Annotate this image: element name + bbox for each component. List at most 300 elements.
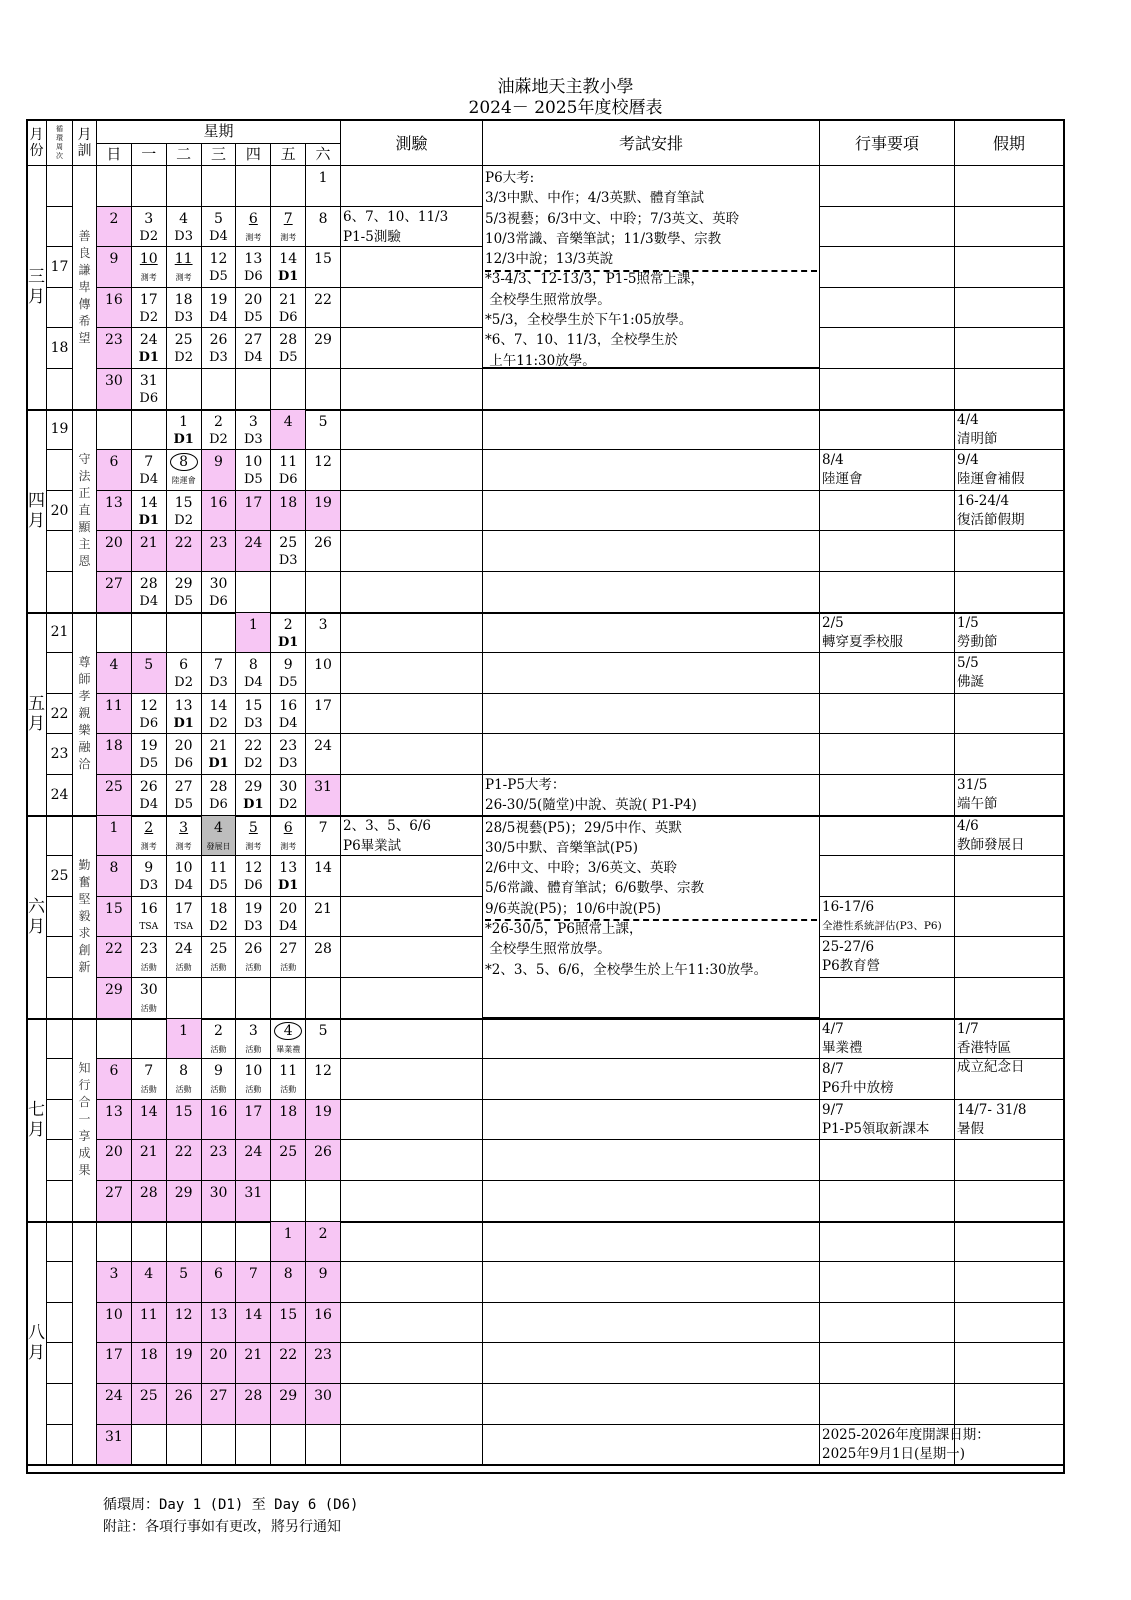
day-number: 3: [144, 210, 154, 227]
day-number: 14: [139, 494, 158, 511]
exam-text: P1-P5大考： 26-30/5(隨堂)中說、英說( P1-P4): [485, 777, 697, 813]
day-number: 30: [279, 779, 298, 795]
day-number: 18: [279, 1103, 298, 1120]
day-number: 16: [209, 1103, 228, 1120]
day-cell: [202, 1140, 237, 1181]
day-cell: [132, 1425, 167, 1466]
day-number: 28: [209, 779, 228, 795]
cycle-day-label: D4: [139, 594, 159, 609]
month-name-cell: [27, 410, 47, 613]
test-cell: [341, 1343, 483, 1384]
cycle-week-cell: [47, 897, 73, 938]
exam-cell: [483, 775, 820, 816]
header-motto-label: 月訓: [77, 126, 92, 159]
cycle-day-label: D2: [209, 918, 228, 934]
day-cell: [97, 1181, 132, 1222]
day-number: 19: [314, 494, 332, 511]
holiday-cell: [955, 1425, 1064, 1466]
event-cell: [820, 1262, 955, 1303]
day-cell: [306, 1425, 341, 1466]
event-cell: [820, 978, 955, 1019]
holiday-cell: [955, 1343, 1064, 1384]
cycle-day-label: D1: [243, 797, 264, 812]
day-cell: [97, 410, 132, 451]
day-cell: [306, 166, 341, 207]
day-activity-tag: 測考: [280, 841, 297, 851]
event-text: 9/7 P1-P5領取新課本: [822, 1101, 930, 1137]
cycle-week-cell: [47, 1181, 73, 1222]
day-cell: [306, 450, 341, 491]
day-cell: [97, 1262, 132, 1303]
day-cell: [306, 978, 341, 1019]
day-cell: [236, 694, 271, 735]
day-cell: [236, 1425, 271, 1466]
day-number: 28: [314, 941, 332, 958]
day-cell: [97, 1019, 132, 1060]
event-cell: [820, 1303, 955, 1344]
day-cell: [202, 978, 237, 1019]
day-cell: [306, 734, 341, 775]
day-cell: [97, 856, 132, 897]
day-cell: [271, 856, 306, 897]
day-cell: [202, 328, 237, 369]
day-number: 26: [174, 1388, 193, 1404]
day-cell: [306, 1100, 341, 1141]
day-cell: [132, 775, 167, 816]
day-number: 12: [139, 697, 158, 714]
test-cell: [341, 978, 483, 1019]
cycle-week-cell: [47, 978, 73, 1019]
day-cell: [306, 897, 341, 938]
day-activity-tag: TSA: [139, 921, 159, 932]
cycle-week-cell: 19: [47, 410, 73, 451]
exam-cell: [483, 613, 820, 654]
cycle-day-label: D3: [243, 715, 263, 731]
event-cell: [820, 613, 955, 654]
day-cell: [132, 1262, 167, 1303]
cycle-day-label: D1: [278, 634, 299, 650]
day-cell: [202, 491, 237, 532]
day-number: 22: [174, 535, 193, 552]
day-activity-tag: 測考: [245, 841, 262, 851]
test-cell: [341, 288, 483, 329]
event-cell: [820, 1222, 955, 1263]
day-cell: [236, 1262, 271, 1303]
cycle-day-label: D5: [243, 309, 263, 325]
cycle-day-label: D2: [174, 512, 193, 528]
holiday-cell: [955, 1181, 1064, 1222]
day-cell: [306, 572, 341, 613]
day-activity-tag: 活動: [210, 1085, 227, 1095]
day-number: 27: [209, 1388, 228, 1404]
day-number: 6: [248, 210, 258, 227]
header-holiday-label: 假期: [992, 134, 1025, 153]
event-text: 2/5 轉穿夏季校服: [822, 614, 903, 650]
day-number: 5: [318, 413, 328, 430]
day-cell: [167, 978, 202, 1019]
day-cell: [271, 410, 306, 451]
day-number: 5: [318, 1022, 328, 1039]
day-number: 10: [105, 1306, 123, 1323]
holiday-cell: [955, 775, 1064, 816]
day-cell: [132, 410, 167, 451]
cycle-week-cell: [47, 1384, 73, 1425]
cycle-day-label: D2: [209, 431, 228, 447]
day-number: 8: [248, 657, 258, 674]
day-cell: [236, 369, 271, 410]
day-cell: [271, 572, 306, 613]
event-cell: [820, 1100, 955, 1141]
day-number: 11: [105, 697, 123, 714]
cycle-day-label: D3: [243, 431, 263, 447]
day-cell: [167, 734, 202, 775]
holiday-cell: [955, 734, 1064, 775]
holiday-cell: [955, 247, 1064, 288]
day-cell: [202, 450, 237, 491]
event-cell: [820, 166, 955, 207]
day-cell: [202, 1222, 237, 1263]
header-test: [341, 120, 483, 166]
day-number: 20: [174, 738, 193, 755]
header-events-label: 行事要項: [854, 134, 919, 153]
day-number: 20: [244, 291, 263, 308]
day-cell: [202, 572, 237, 613]
day-number: 13: [209, 1306, 228, 1323]
day-activity-tag: 活動: [245, 1085, 262, 1095]
day-number: 4: [214, 819, 223, 836]
day-cell: [202, 937, 237, 978]
day-cell: [306, 937, 341, 978]
day-number: 10: [139, 251, 158, 268]
day-cell: [306, 1059, 341, 1100]
day-number: 28: [139, 1185, 158, 1201]
day-cell: [236, 1059, 271, 1100]
cycle-day-label: D5: [174, 797, 193, 812]
day-cell: [202, 531, 237, 572]
day-number: 11: [139, 1306, 158, 1323]
day-cell: [202, 410, 237, 451]
holiday-text: 4/4 清明節: [957, 411, 998, 447]
day-cell: [167, 1059, 202, 1100]
day-number: 12: [209, 251, 228, 268]
holiday-text: 31/5 端午節: [957, 777, 998, 812]
day-number: 14: [244, 1306, 263, 1323]
cycle-week-cell: [47, 937, 73, 978]
test-cell: [341, 694, 483, 735]
day-cell: [97, 166, 132, 207]
event-text: 8/7 P6升中放榜: [822, 1061, 894, 1097]
day-cell: [271, 531, 306, 572]
day-number: 2: [214, 1022, 223, 1039]
day-number: 6: [283, 819, 293, 836]
holiday-cell: [955, 369, 1064, 410]
test-cell: [341, 328, 483, 369]
day-cell: [132, 1140, 167, 1181]
cycle-day-label: D5: [278, 350, 298, 366]
cycle-week-cell: 18: [47, 328, 73, 369]
day-number: 25: [174, 332, 193, 349]
exam-cell: [483, 572, 820, 613]
day-cell: [132, 978, 167, 1019]
event-cell: [820, 734, 955, 775]
day-cell: [202, 734, 237, 775]
cycle-week-cell: [47, 1425, 73, 1466]
holiday-cell: [955, 1100, 1064, 1141]
test-cell: [341, 491, 483, 532]
test-cell: [341, 410, 483, 451]
day-cell: [306, 247, 341, 288]
cycle-week-cell: [47, 531, 73, 572]
day-cell: [167, 1100, 202, 1141]
event-text: 8/4 陸運會: [822, 452, 863, 488]
day-number: 26: [314, 1144, 332, 1161]
day-number: 10: [174, 860, 193, 877]
exam-cell: [483, 653, 820, 694]
cycle-week-cell: [47, 207, 73, 248]
day-number: 2: [144, 819, 154, 836]
day-cell: [202, 897, 237, 938]
cycle-week-cell: [47, 1140, 73, 1181]
day-number: 30: [209, 576, 228, 592]
day-activity-tag: 活動: [280, 963, 297, 973]
day-number: 10: [314, 657, 332, 674]
day-number: 3: [248, 1022, 258, 1039]
day-cell: [167, 856, 202, 897]
day-number: 30: [209, 1185, 228, 1201]
day-number: 21: [314, 900, 332, 917]
day-cell: [306, 613, 341, 654]
day-number: 15: [105, 900, 123, 917]
cycle-week-cell: [47, 1019, 73, 1060]
day-number: 28: [279, 332, 298, 349]
day-cell: [202, 816, 237, 857]
holiday-cell: [955, 1262, 1064, 1303]
test-cell: [341, 369, 483, 410]
day-number: 29: [174, 1185, 193, 1201]
day-cell: [167, 897, 202, 938]
day-cell: [271, 1222, 306, 1263]
cycle-week-cell: [47, 1100, 73, 1141]
month-name: 四月: [28, 490, 45, 531]
cycle-day-label: D6: [139, 715, 159, 731]
day-number: 23: [139, 941, 158, 958]
day-number: 21: [139, 535, 158, 552]
event-cell: [820, 856, 955, 897]
day-cell: [202, 207, 237, 248]
year-title: 2024－ 2025年度校曆表: [468, 98, 663, 118]
day-number: 27: [174, 779, 193, 795]
day-number: 25: [279, 535, 298, 552]
cycle-week-cell: [47, 653, 73, 694]
day-number: 25: [139, 1388, 158, 1404]
day-cell: [167, 1384, 202, 1425]
exam-text: P6大考: 3/3中默、中作；4/3英默、體育筆試 5/3視藝；6/3中文、中聆；7/3英文、英聆 10/3常識、音樂筆試；11/3數學、宗教 12/3中說；13/3英說 *3-4/3、12-13/3，P1-5照常上課， 全校學生照常放學。 *5/3，全校學生於下午1:05放學。 *6、7、10、11/3，全校學生於 上午11:30放學。: [485, 170, 740, 369]
cycle-week-cell: [47, 816, 73, 857]
day-activity-tag: TSA: [174, 921, 193, 932]
cycle-day-label: D5: [243, 472, 263, 488]
day-cell: [202, 369, 237, 410]
cycle-week-cell: [47, 1343, 73, 1384]
day-number: 19: [174, 1347, 193, 1364]
event-cell: [820, 1019, 955, 1060]
day-number: 13: [244, 251, 263, 268]
holiday-cell: [955, 450, 1064, 491]
header-week: [97, 120, 341, 144]
day-cell: [167, 1425, 202, 1466]
holiday-text: 16-24/4 復活節假期: [957, 492, 1025, 528]
exam-cell: [483, 1100, 820, 1141]
holiday-text: 5/5 佛誕: [957, 655, 984, 691]
day-cell: [306, 207, 341, 248]
day-number: 23: [209, 535, 228, 552]
day-number: 11: [209, 860, 228, 877]
day-cell: [167, 816, 202, 857]
month-motto-cell: [73, 816, 97, 1019]
day-number: 15: [244, 697, 263, 714]
day-number: 8: [318, 210, 328, 227]
day-number: 22: [314, 291, 332, 308]
cycle-day-label: D4: [139, 472, 159, 488]
month-motto-cell: [73, 613, 97, 816]
day-cell: [271, 816, 306, 857]
day-number: 11: [174, 251, 193, 268]
cycle-day-label: D2: [174, 675, 193, 691]
day-cell: [132, 450, 167, 491]
cycle-week-cell: 20: [47, 491, 73, 532]
day-number: 28: [139, 576, 158, 592]
day-number: 20: [105, 535, 123, 552]
day-cell: [271, 897, 306, 938]
cycle-week-cell: [47, 1222, 73, 1263]
day-number: 1: [179, 1022, 189, 1039]
day-cell: [271, 1262, 306, 1303]
cycle-day-label: D3: [139, 878, 159, 894]
day-number: 9: [144, 860, 154, 877]
test-cell: [341, 1384, 483, 1425]
day-number: 23: [279, 738, 298, 755]
day-number: 15: [174, 1103, 193, 1120]
day-cell: [202, 694, 237, 735]
day-cell: [132, 1343, 167, 1384]
day-number: 18: [139, 1347, 158, 1364]
day-cell: [97, 694, 132, 735]
cycle-day-label: D2: [139, 309, 159, 325]
day-number: 4: [179, 210, 189, 227]
day-number: 21: [139, 1144, 158, 1161]
test-cell: [341, 207, 483, 248]
test-cell: [341, 1303, 483, 1344]
day-number: 16: [279, 697, 298, 714]
header-test-label: 測驗: [395, 134, 428, 153]
event-text: 2025-2026年度開課日期： 2025年9月1日(星期一): [822, 1426, 990, 1462]
holiday-text: 4/6 教師發展日: [957, 817, 1025, 853]
day-number: 5: [214, 210, 223, 227]
test-cell: [341, 775, 483, 816]
event-cell: [820, 653, 955, 694]
school-name: 油蔴地天主教小學: [497, 77, 634, 97]
cycle-day-label: D2: [209, 715, 228, 731]
exam-cell: [483, 1019, 820, 1060]
day-number: 3: [248, 413, 258, 430]
event-cell: [820, 531, 955, 572]
month-name: 五月: [28, 693, 45, 734]
event-text: 25-27/6 P6教育營: [822, 939, 881, 975]
day-number: 24: [139, 332, 158, 349]
day-number: 27: [105, 1185, 123, 1201]
day-number: 19: [139, 738, 158, 755]
cycle-week-cell: [47, 572, 73, 613]
day-number: 30: [105, 373, 123, 389]
cycle-day-label: D6: [139, 391, 159, 406]
day-number: 3: [109, 1266, 119, 1283]
exam-cell: [483, 369, 820, 410]
day-cell: [132, 1181, 167, 1222]
day-cell: [132, 937, 167, 978]
exam-cell: [483, 531, 820, 572]
holiday-cell: [955, 491, 1064, 532]
day-activity-tag: 活動: [140, 963, 157, 973]
day-cell: [97, 1384, 132, 1425]
event-cell: [820, 491, 955, 532]
day-cell: [202, 653, 237, 694]
day-number: 4: [144, 1266, 154, 1283]
day-number: 17: [174, 900, 193, 917]
cycle-day-label: D6: [243, 269, 263, 285]
day-cell: [132, 897, 167, 938]
day-number: 9: [214, 454, 223, 471]
day-cell: [97, 1140, 132, 1181]
day-number: 1: [283, 1225, 293, 1242]
month-name-cell: [27, 613, 47, 816]
day-cell: [271, 1425, 306, 1466]
cycle-day-label: D6: [278, 309, 298, 325]
day-number: 1: [318, 170, 328, 186]
header-month: [27, 120, 47, 166]
day-number: 19: [244, 900, 263, 917]
day-activity-tag: 活動: [175, 963, 192, 973]
day-circle-mark: [170, 453, 198, 471]
day-cell: [132, 491, 167, 532]
day-number: 12: [314, 454, 332, 471]
event-text: 4/7 畢業禮: [822, 1020, 863, 1056]
day-number: 25: [105, 779, 123, 795]
cycle-day-label: D5: [139, 756, 159, 772]
exam-cell: [483, 1059, 820, 1100]
holiday-cell: [955, 1222, 1064, 1263]
test-cell: [341, 897, 483, 938]
header-cycle: [47, 120, 73, 166]
test-cell: [341, 1425, 483, 1466]
day-number: 29: [314, 332, 332, 349]
cycle-day-label: D4: [243, 675, 263, 691]
day-number: 1: [179, 413, 189, 430]
holiday-text: 14/7- 31/8 暑假: [957, 1101, 1027, 1137]
header-weekday: 一: [132, 144, 167, 166]
cycle-day-label: D2: [278, 797, 298, 812]
exam-dash-divider: [485, 270, 817, 272]
month-name-cell: [27, 1222, 47, 1466]
cycle-week-cell: [47, 450, 73, 491]
exam-cell: [483, 1303, 820, 1344]
day-cell: [132, 247, 167, 288]
day-cell: [167, 1019, 202, 1060]
day-cell: [167, 775, 202, 816]
day-activity-tag: 畢業禮: [276, 1044, 301, 1054]
day-activity-tag: 發展日: [206, 841, 231, 851]
event-cell: [820, 1425, 990, 1466]
day-activity-tag: 測考: [175, 841, 192, 851]
day-cell: [236, 1303, 271, 1344]
